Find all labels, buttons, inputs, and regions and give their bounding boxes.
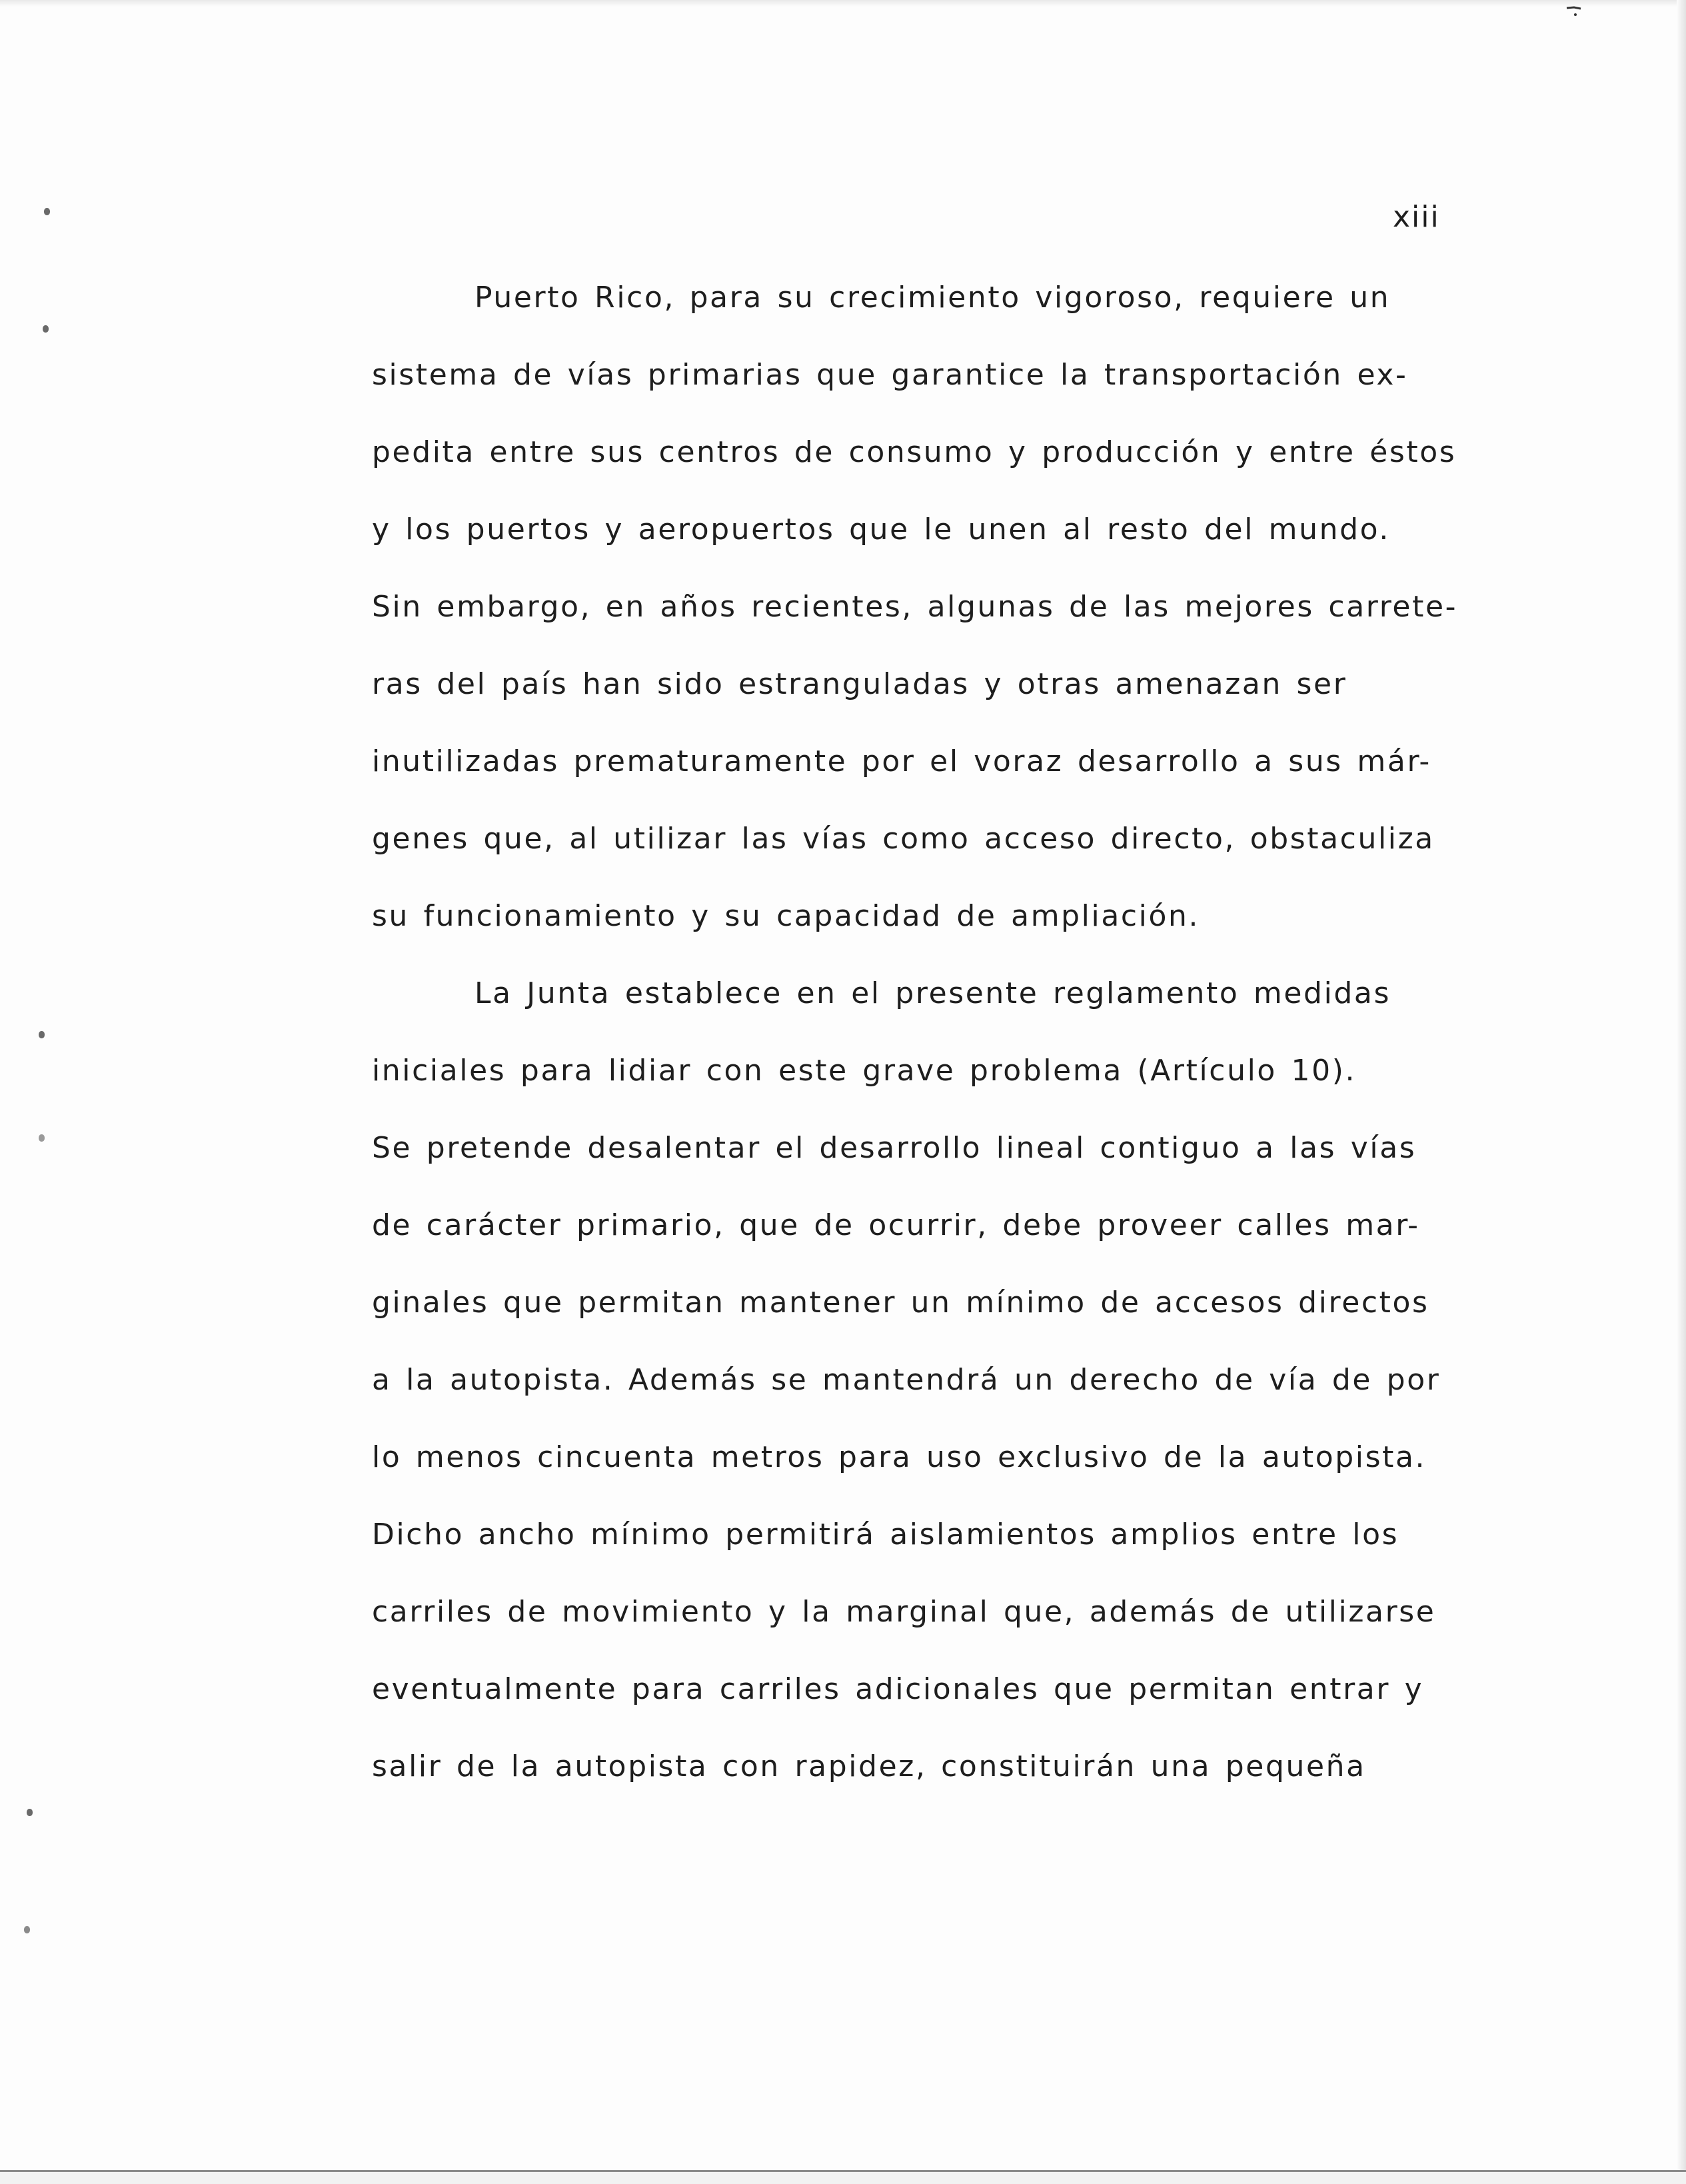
text-line: ginales que permitan mantener un mínimo de accesos directos bbox=[372, 1286, 1429, 1320]
text-line: de carácter primario, que de ocurrir, debe proveer calles mar- bbox=[372, 1208, 1420, 1242]
text-line: lo menos cincuenta metros para uso exclusivo de la autopista. bbox=[372, 1440, 1427, 1474]
text-line: eventualmente para carriles adicionales que permitan entrar y bbox=[372, 1672, 1424, 1706]
text-line: y los puertos y aeropuertos que le unen al resto del mundo. bbox=[372, 513, 1390, 546]
page-number: xiii bbox=[1393, 200, 1440, 234]
text-line: genes que, al utilizar las vías como acceso directo, obstaculiza bbox=[372, 822, 1435, 856]
text-line: su funcionamiento y su capacidad de ampliación. bbox=[372, 899, 1200, 933]
text-line: Puerto Rico, para su crecimiento vigoroso, requiere un bbox=[474, 281, 1391, 315]
text-line: sistema de vías primarias que garantice la transportación ex- bbox=[372, 358, 1408, 392]
text-line: Sin embargo, en años recientes, algunas de las mejores carrete- bbox=[372, 590, 1458, 624]
text-line: a la autopista. Además se mantendrá un derecho de vía de por bbox=[372, 1363, 1441, 1397]
text-line: Se pretende desalentar el desarrollo lineal contiguo a las vías bbox=[372, 1131, 1417, 1165]
text-line: carriles de movimiento y la marginal que, además de utilizarse bbox=[372, 1595, 1436, 1629]
text-line: salir de la autopista con rapidez, constituirán una pequeña bbox=[372, 1749, 1366, 1783]
text-line: ras del país han sido estranguladas y otras amenazan ser bbox=[372, 667, 1347, 701]
text-line: inutilizadas prematuramente por el voraz desarrollo a sus már- bbox=[372, 744, 1431, 778]
text-line: La Junta establece en el presente reglamento medidas bbox=[474, 976, 1391, 1010]
text-line: Dicho ancho mínimo permitirá aislamientos amplios entre los bbox=[372, 1518, 1399, 1552]
text-line: pedita entre sus centros de consumo y producción y entre éstos bbox=[372, 435, 1457, 469]
text-line: iniciales para lidiar con este grave problema (Artículo 10). bbox=[372, 1054, 1357, 1088]
